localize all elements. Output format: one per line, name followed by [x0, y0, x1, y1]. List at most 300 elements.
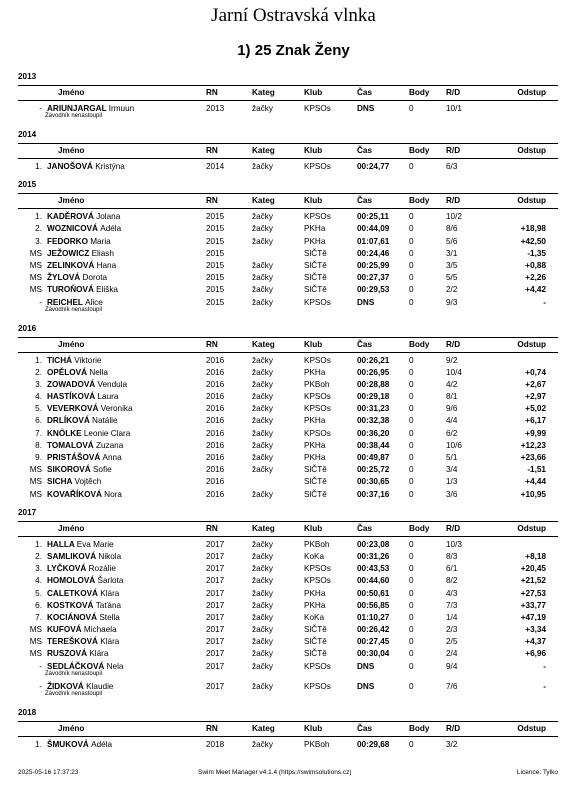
- first-name: Nikola: [98, 551, 122, 561]
- header-rn: RN: [206, 88, 218, 97]
- year-heading: 2016: [18, 323, 37, 333]
- club: KoKa: [304, 551, 325, 561]
- birth-year: 2015: [206, 236, 225, 246]
- header-name: Jméno: [58, 723, 85, 733]
- last-name: HASTÍKOVÁ: [47, 392, 96, 402]
- header-cas: Čas: [357, 523, 373, 533]
- birth-year: 2017: [206, 588, 225, 598]
- gap: +18,98: [520, 224, 546, 234]
- club: SlČTě: [304, 465, 327, 475]
- table-row: [18, 272, 558, 284]
- club: PKHa: [304, 440, 326, 450]
- rank: 5.: [35, 404, 42, 414]
- heat-lane: 8/1: [446, 392, 458, 402]
- first-name: Adéla: [91, 739, 113, 749]
- table-row: [18, 297, 558, 317]
- first-name: Anna: [102, 453, 122, 462]
- birth-year: 2013: [206, 104, 225, 113]
- time: 00:29,53: [357, 285, 390, 295]
- points: 0: [409, 428, 414, 438]
- category: žačky: [252, 681, 273, 691]
- heat-lane: 1/3: [446, 477, 458, 487]
- header-cas: Čas: [357, 723, 373, 733]
- header-cas: Čas: [357, 88, 373, 97]
- year-section: [18, 323, 558, 507]
- table-row: [18, 612, 558, 624]
- footer-licence: Licence: Tylko: [516, 769, 558, 776]
- header-rn: RN: [206, 339, 218, 349]
- rank: 2.: [35, 367, 42, 377]
- last-name: FEDORKO: [47, 236, 88, 246]
- points: 0: [409, 416, 414, 426]
- category: žačky: [252, 612, 273, 622]
- table-row: [18, 624, 558, 636]
- time: 00:27,37: [357, 273, 390, 283]
- year-section: [18, 179, 558, 322]
- points: 0: [409, 637, 414, 647]
- first-name: Laura: [97, 392, 119, 402]
- category: žačky: [252, 649, 273, 659]
- first-name: Rozálie: [88, 564, 116, 574]
- birth-year: 2016: [206, 404, 225, 414]
- first-name: Irmuun: [108, 104, 135, 113]
- points: 0: [409, 379, 414, 389]
- club: KPSOs: [304, 162, 331, 171]
- club: SlČTě: [304, 477, 327, 487]
- time: 01:10,27: [357, 612, 390, 622]
- heat-lane: 3/5: [446, 260, 458, 270]
- table-header: [18, 85, 558, 101]
- header-body: Body: [409, 196, 430, 206]
- header-body: Body: [409, 723, 430, 733]
- gap: -1,35: [527, 248, 546, 258]
- header-name: Jméno: [58, 523, 85, 533]
- rank: MS: [29, 285, 42, 295]
- gap: -: [543, 681, 546, 691]
- category: žačky: [252, 273, 273, 283]
- club: KPSOs: [304, 404, 331, 414]
- table-row: [18, 600, 558, 612]
- first-name: Veronika: [100, 404, 133, 414]
- club: SlČTě: [304, 273, 327, 283]
- gap: +2,97: [525, 392, 546, 402]
- time: 00:36,20: [357, 428, 390, 438]
- year-section: [18, 71, 558, 129]
- header-rd: R/D: [446, 723, 461, 733]
- swimmer-name: [47, 248, 114, 260]
- birth-year: 2015: [206, 248, 225, 258]
- table-row: [18, 260, 558, 272]
- club: KPSOs: [304, 428, 331, 438]
- heat-lane: 3/2: [446, 739, 458, 749]
- year-heading: 2014: [18, 130, 37, 139]
- swimmer-name: [47, 161, 125, 173]
- header-name: Jméno: [58, 146, 85, 155]
- category: žačky: [252, 489, 273, 499]
- swimmer-name: [47, 236, 111, 248]
- year-section: [18, 129, 558, 179]
- category: žačky: [252, 576, 273, 586]
- table-row: [18, 636, 558, 648]
- points: 0: [409, 453, 414, 462]
- header-odstup: Odstup: [517, 339, 546, 349]
- header-kateg: Kateg: [252, 196, 275, 206]
- page-title: Jarní Ostravská vlnka: [211, 5, 376, 26]
- category: žačky: [252, 104, 273, 113]
- event-title: 1) 25 Znak Ženy: [237, 42, 350, 59]
- first-name: Zuzana: [95, 440, 124, 450]
- swimmer-name: [47, 624, 117, 636]
- table-row: [18, 551, 558, 563]
- rank: -: [39, 681, 42, 691]
- time: 00:25,11: [357, 212, 389, 222]
- club: KPSOs: [304, 576, 331, 586]
- last-name: TUROŇOVÁ: [47, 285, 94, 295]
- last-name: TOMALOVÁ: [47, 440, 94, 450]
- rank: 1.: [35, 162, 42, 171]
- time: 00:29,68: [357, 739, 390, 749]
- points: 0: [409, 477, 414, 487]
- time: 00:24,77: [357, 162, 390, 171]
- rank: 2.: [35, 224, 42, 234]
- last-name: TICHÁ: [47, 355, 73, 365]
- gap: +2,67: [525, 379, 546, 389]
- birth-year: 2017: [206, 564, 225, 574]
- swimmer-name: [47, 588, 119, 600]
- rank: 7.: [35, 428, 42, 438]
- rank: 2.: [35, 551, 42, 561]
- last-name: SAMLIKOVÁ: [47, 551, 97, 561]
- gap: +20,45: [520, 564, 546, 574]
- birth-year: 2017: [206, 612, 225, 622]
- rank: 1.: [35, 739, 42, 749]
- first-name: Eliška: [96, 285, 118, 295]
- table-row: [18, 575, 558, 587]
- table-row: [18, 355, 558, 367]
- time: 00:44,60: [357, 576, 390, 586]
- time: 00:38,44: [357, 440, 390, 450]
- club: PKHa: [304, 588, 326, 598]
- heat-lane: 7/6: [446, 681, 458, 691]
- heat-lane: 8/6: [446, 224, 458, 234]
- points: 0: [409, 104, 414, 113]
- header-body: Body: [409, 146, 430, 155]
- swimmer-name: [47, 367, 108, 379]
- first-name: Eliash: [91, 248, 114, 258]
- time: 00:32,38: [357, 416, 390, 426]
- heat-lane: 3/1: [446, 248, 458, 258]
- header-klub: Klub: [304, 523, 323, 533]
- swimmer-name: [47, 272, 107, 284]
- swimmer-name: [47, 260, 116, 272]
- gap: +4,37: [525, 637, 546, 647]
- category: žačky: [252, 236, 273, 246]
- rank: 3.: [35, 564, 42, 574]
- club: KPSOs: [304, 297, 331, 307]
- table-row: [18, 588, 558, 600]
- last-name: SEDLÁČKOVÁ: [47, 661, 105, 671]
- header-cas: Čas: [357, 146, 373, 155]
- swimmer-name: [47, 551, 121, 563]
- time: 00:31,26: [357, 551, 390, 561]
- category: žačky: [252, 367, 273, 377]
- last-name: ŽIDKOVÁ: [47, 681, 84, 691]
- last-name: TEREŠKOVÁ: [47, 637, 98, 647]
- header-klub: Klub: [304, 196, 323, 206]
- category: žačky: [252, 162, 273, 171]
- last-name: JANOŠOVÁ: [47, 162, 93, 171]
- swimmer-name: [47, 452, 122, 464]
- rank: 6.: [35, 600, 42, 610]
- heat-lane: 9/6: [446, 404, 458, 414]
- header-name: Jméno: [58, 196, 85, 206]
- header-rn: RN: [206, 523, 218, 533]
- birth-year: 2016: [206, 489, 225, 499]
- heat-lane: 8/2: [446, 576, 458, 586]
- club: PKBoh: [304, 379, 330, 389]
- points: 0: [409, 465, 414, 475]
- category: žačky: [252, 625, 273, 635]
- rank: 3.: [35, 379, 42, 389]
- category: žačky: [252, 739, 273, 749]
- heat-lane: 4/2: [446, 379, 458, 389]
- last-name: WOZNICOVÁ: [47, 224, 98, 234]
- swimmer-name: [47, 476, 101, 488]
- time: 01:07,61: [357, 236, 390, 246]
- heat-lane: 8/3: [446, 551, 458, 561]
- header-kateg: Kateg: [252, 88, 275, 97]
- first-name: Klára: [100, 588, 120, 598]
- header-kateg: Kateg: [252, 339, 275, 349]
- heat-lane: 4/3: [446, 588, 458, 598]
- header-odstup: Odstup: [517, 523, 546, 533]
- table-row: [18, 476, 558, 488]
- first-name: Jolana: [96, 212, 121, 222]
- birth-year: 2016: [206, 428, 225, 438]
- time: 00:29,18: [357, 392, 390, 402]
- first-name: Klára: [100, 637, 120, 647]
- points: 0: [409, 440, 414, 450]
- heat-lane: 7/3: [446, 600, 458, 610]
- first-name: Alice: [85, 297, 103, 307]
- table-header: [18, 143, 558, 159]
- year-section: [18, 707, 558, 757]
- header-klub: Klub: [304, 88, 323, 97]
- year-heading: 2013: [18, 72, 37, 81]
- points: 0: [409, 489, 414, 499]
- club: SlČTě: [304, 248, 327, 258]
- table-row: [18, 223, 558, 235]
- swimmer-name: [47, 539, 114, 551]
- table-row: [18, 391, 558, 403]
- birth-year: 2017: [206, 539, 225, 549]
- first-name: Viktorie: [74, 355, 102, 365]
- category: žačky: [252, 297, 273, 307]
- year-section: [18, 507, 558, 707]
- birth-year: 2014: [206, 162, 225, 171]
- gap: +10,95: [520, 489, 546, 499]
- time: 00:37,16: [357, 489, 390, 499]
- last-name: ŽYLOVÁ: [47, 273, 81, 283]
- category: žačky: [252, 551, 273, 561]
- header-body: Body: [409, 339, 430, 349]
- birth-year: 2017: [206, 661, 225, 671]
- year-heading: 2018: [18, 707, 37, 717]
- first-name: Vojtěch: [74, 477, 102, 487]
- club: SlČTě: [304, 649, 327, 659]
- birth-year: 2016: [206, 440, 225, 450]
- gap: +6,17: [525, 416, 546, 426]
- gap: +33,77: [520, 600, 546, 610]
- rank: 3.: [35, 236, 42, 246]
- time: 00:50,61: [357, 588, 390, 598]
- table-row: [18, 539, 558, 551]
- time: 00:26,42: [357, 625, 390, 635]
- rank: -: [39, 104, 42, 113]
- header-rd: R/D: [446, 196, 461, 206]
- gap: +6,96: [525, 649, 546, 659]
- points: 0: [409, 625, 414, 635]
- club: SlČTě: [304, 637, 327, 647]
- last-name: KOVAŘÍKOVÁ: [47, 489, 102, 499]
- last-name: KOSTKOVÁ: [47, 600, 94, 610]
- birth-year: 2018: [206, 739, 225, 749]
- first-name: Leonie Clara: [83, 428, 131, 438]
- last-name: HOMOLOVÁ: [47, 576, 96, 586]
- header-kateg: Kateg: [252, 723, 275, 733]
- heat-lane: 3/4: [446, 465, 458, 475]
- rank: MS: [29, 273, 42, 283]
- gap: +12,23: [520, 440, 546, 450]
- first-name: Taťána: [95, 600, 122, 610]
- last-name: OPĚLOVÁ: [47, 367, 88, 377]
- gap: +42,50: [520, 236, 546, 246]
- header-klub: Klub: [304, 339, 323, 349]
- heat-lane: 6/2: [446, 428, 458, 438]
- birth-year: 2016: [206, 453, 225, 462]
- time: 00:56,85: [357, 600, 390, 610]
- birth-year: 2017: [206, 551, 225, 561]
- dns-note: Závodník nenastoupil: [45, 690, 103, 697]
- category: žačky: [252, 392, 273, 402]
- heat-lane: 5/1: [446, 453, 458, 462]
- first-name: Nella: [89, 367, 108, 377]
- birth-year: 2017: [206, 576, 225, 586]
- last-name: SIKOROVÁ: [47, 465, 91, 475]
- club: KPSOs: [304, 104, 331, 113]
- swimmer-name: [47, 428, 130, 440]
- header-odstup: Odstup: [517, 146, 546, 155]
- last-name: HALLA: [47, 539, 75, 549]
- header-cas: Čas: [357, 339, 373, 349]
- last-name: CALETKOVÁ: [47, 588, 98, 598]
- category: žačky: [252, 428, 273, 438]
- birth-year: 2015: [206, 297, 225, 307]
- first-name: Vendula: [97, 379, 128, 389]
- gap: +21,52: [520, 576, 546, 586]
- heat-lane: 3/6: [446, 489, 458, 499]
- club: KPSOs: [304, 564, 331, 574]
- rank: MS: [29, 489, 42, 499]
- header-odstup: Odstup: [517, 723, 546, 733]
- birth-year: 2017: [206, 637, 225, 647]
- points: 0: [409, 285, 414, 295]
- rank: MS: [29, 248, 42, 258]
- table-header: [18, 721, 558, 737]
- footer-software: Swim Meet Manager v4.1.4 (https://swimsolutions.cz): [198, 769, 352, 776]
- header-body: Body: [409, 523, 430, 533]
- swimmer-name: [47, 415, 118, 427]
- first-name: Nora: [104, 489, 122, 499]
- time: 00:43,53: [357, 564, 390, 574]
- table-row: [18, 415, 558, 427]
- last-name: JEŽOWICZ: [47, 248, 90, 258]
- swimmer-name: [47, 355, 101, 367]
- category: žačky: [252, 285, 273, 295]
- first-name: Adéla: [100, 224, 122, 234]
- header-klub: Klub: [304, 723, 323, 733]
- heat-lane: 1/4: [446, 612, 458, 622]
- heat-lane: 10/1: [446, 104, 462, 113]
- table-row: [18, 489, 558, 501]
- birth-year: 2016: [206, 379, 225, 389]
- category: žačky: [252, 212, 273, 222]
- points: 0: [409, 551, 414, 561]
- points: 0: [409, 392, 414, 402]
- header-rn: RN: [206, 196, 218, 206]
- category: žačky: [252, 379, 273, 389]
- last-name: DRLÍKOVÁ: [47, 416, 90, 426]
- heat-lane: 4/4: [446, 416, 458, 426]
- club: KPSOs: [304, 212, 331, 222]
- header-rd: R/D: [446, 339, 461, 349]
- category: žačky: [252, 465, 273, 475]
- dns-note: Závodník nenastoupil: [45, 113, 103, 119]
- header-rd: R/D: [446, 88, 461, 97]
- club: KPSOs: [304, 661, 331, 671]
- heat-lane: 6/3: [446, 162, 458, 171]
- swimmer-name: [47, 464, 112, 476]
- last-name: KNÖLKE: [47, 428, 82, 438]
- swimmer-name: [47, 739, 112, 751]
- table-row: [18, 403, 558, 415]
- table-row: [18, 236, 558, 248]
- time: DNS: [357, 297, 375, 307]
- header-klub: Klub: [304, 146, 323, 155]
- table-row: [18, 248, 558, 260]
- birth-year: 2016: [206, 367, 225, 377]
- heat-lane: 9/4: [446, 661, 458, 671]
- time: 00:25,99: [357, 260, 390, 270]
- category: žačky: [252, 224, 273, 234]
- time: DNS: [357, 661, 375, 671]
- club: PKBoh: [304, 739, 330, 749]
- header-rn: RN: [206, 723, 218, 733]
- rank: MS: [29, 649, 42, 659]
- gap: +0,74: [525, 367, 546, 377]
- points: 0: [409, 661, 414, 671]
- club: KPSOs: [304, 355, 331, 365]
- last-name: REICHEL: [47, 297, 83, 307]
- table-row: [18, 739, 558, 751]
- last-name: KADĚROVÁ: [47, 212, 94, 222]
- swimmer-name: [47, 391, 118, 403]
- swimmer-name: [47, 575, 123, 587]
- gap: +27,53: [520, 588, 546, 598]
- first-name: Dorota: [82, 273, 108, 283]
- swimmer-name: [47, 223, 121, 235]
- swimmer-name: [47, 612, 120, 624]
